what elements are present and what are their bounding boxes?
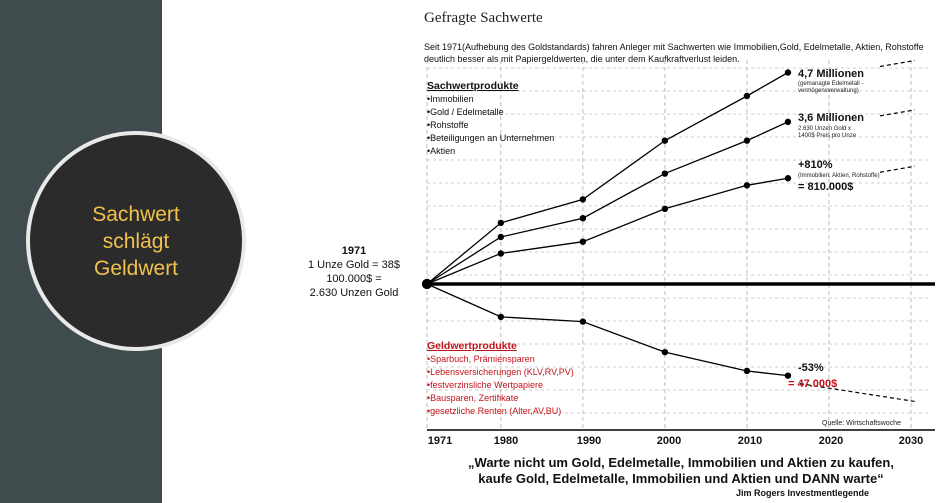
start-line-2: 100.000$ = xyxy=(326,273,382,285)
start-line-3: 2.630 Unzen Gold xyxy=(309,287,399,299)
quote xyxy=(424,455,938,487)
series-sub-4-7-mio-1: (gemanagte Edelmetall - xyxy=(798,81,864,87)
quote-line-1: „Warte nicht um Gold, Edelmetalle, Immobilien und Aktien zu kaufen, xyxy=(468,455,894,470)
projection-line xyxy=(880,61,915,67)
start-line-1: 1 Unze Gold = 38$ xyxy=(307,259,401,271)
quote-line-2: kaufe Gold, Edelmetalle, Immobilien und Aktien und DANN warte“ xyxy=(478,471,884,486)
sachwert-title: Sachwertprodukte xyxy=(427,80,519,92)
data-point xyxy=(662,170,668,176)
sachwert-item: •Gold / Edelmetalle xyxy=(427,107,504,117)
chart-title: Gefragte Sachwerte xyxy=(424,10,543,26)
series-label-4-7-mio: 4,7 Millionen xyxy=(798,68,865,80)
data-point xyxy=(580,215,586,221)
chart-source: Quelle: Wirtschaftswoche xyxy=(822,420,901,427)
geldwert-item: •Sparbuch, Prämiensparen xyxy=(427,354,535,364)
series-sub-3-6-mio-1: 2.630 Unzen Gold x xyxy=(798,126,852,132)
geldwert-item: •gesetzliche Renten (Alter,AV,BU) xyxy=(427,406,562,416)
projection-line xyxy=(880,110,915,116)
data-point xyxy=(785,175,791,181)
data-point xyxy=(744,182,750,188)
projection-line xyxy=(880,166,915,172)
data-point xyxy=(785,119,791,125)
data-point xyxy=(498,220,504,226)
series-label-810: +810% xyxy=(798,159,833,171)
data-point xyxy=(662,137,668,143)
data-point xyxy=(744,368,750,374)
geldwert-item: •festverzinsliche Wertpapiere xyxy=(427,380,544,390)
data-point xyxy=(744,137,750,143)
geldwert-item: •Lebensversicherungen (KLV,RV,PV) xyxy=(427,367,574,377)
x-tick-label: 1990 xyxy=(576,435,602,447)
data-point xyxy=(662,206,668,212)
data-point xyxy=(498,314,504,320)
slide-title-line-1: Sachwert xyxy=(92,202,180,226)
series-label-3-6-mio: 3,6 Millionen xyxy=(798,112,865,124)
data-point xyxy=(422,279,432,289)
data-point xyxy=(498,250,504,256)
sachwert-item: •Rohstoffe xyxy=(427,120,469,130)
series-sub-4-7-mio-2: vermögensverwaltung) xyxy=(798,88,859,94)
geldwert-item: •Bausparen, Zertifikate xyxy=(427,393,519,403)
data-point xyxy=(580,239,586,245)
chart-intro: Seit 1971(Aufhebung des Goldstandards) fahren Anleger mit Sachwerten wie Immobilien,Gold, Edelmetalle, Aktien, Rohstoffe deutlich besser als mit Papiergeldwerten, die unter dem Kaufkraftverlust leiden. xyxy=(424,42,924,64)
series-sub-810: (Immobilien, Aktien, Rohstoffe) xyxy=(798,173,880,179)
x-tick-label: 2020 xyxy=(818,435,844,447)
series-line xyxy=(427,178,788,284)
x-tick-label: 2010 xyxy=(737,435,763,447)
quote-author: Jim Rogers Investmentlegende xyxy=(736,488,870,498)
series-sub-3-6-mio-2: 1400$ Preis pro Unze xyxy=(798,133,857,139)
series-label-minus-53: -53% xyxy=(798,362,824,374)
geldwert-list xyxy=(427,340,574,418)
data-point xyxy=(498,234,504,240)
start-annotation xyxy=(288,244,420,300)
sachwert-item: •Immobilien xyxy=(427,94,474,104)
x-tick-label: 2030 xyxy=(898,435,924,447)
geldwert-title: Geldwertprodukte xyxy=(427,340,517,352)
data-point xyxy=(580,318,586,324)
series-value-47000: = 47.000$ xyxy=(788,378,838,390)
x-tick-label: 2000 xyxy=(656,435,682,447)
series-value-810: = 810.000$ xyxy=(798,181,854,193)
sachwert-item: •Aktien xyxy=(427,146,456,156)
sachwert-list xyxy=(427,80,554,158)
slide-title-line-2: schlägt xyxy=(102,229,170,253)
data-point xyxy=(744,93,750,99)
start-year: 1971 xyxy=(341,245,367,257)
slide-title-line-3: Geldwert xyxy=(93,256,179,280)
data-point xyxy=(785,69,791,75)
data-point xyxy=(580,196,586,202)
x-tick-label: 1971 xyxy=(427,435,453,447)
sachwert-item: •Beteiligungen an Unternehmen xyxy=(427,133,555,143)
data-point xyxy=(662,349,668,355)
x-tick-label: 1980 xyxy=(493,435,519,447)
